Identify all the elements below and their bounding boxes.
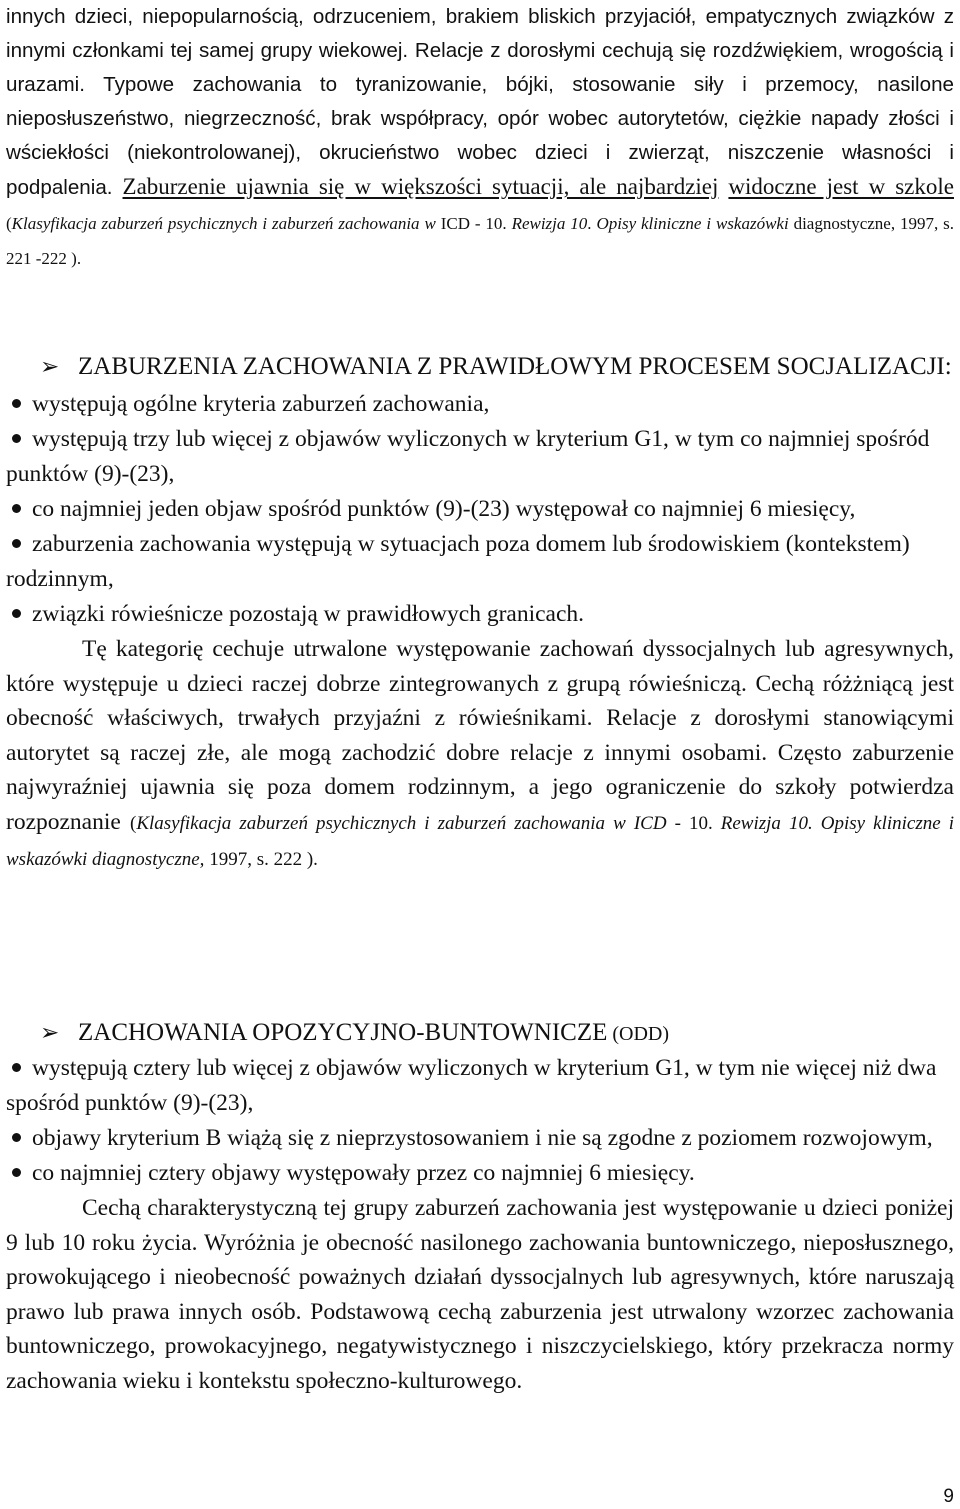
intro-citation: (Klasyfikacja zaburzeń psychicznych i zaburzeń zachowania w ICD - 10. Rewizja 10. Opisy kliniczne i wskazówki diagnostyczne, 1997, s. 221 -222 ). xyxy=(6,214,954,268)
list-item: zaburzenia zachowania występują w sytuacjach poza domem lub środowiskiem (kontekstem) rodzinnym, xyxy=(6,531,910,592)
arrow-bullet-icon: ➢ xyxy=(40,354,60,379)
section-oppositional-defiant xyxy=(6,1016,954,1398)
bullet-dot-icon xyxy=(12,1063,21,1072)
bullet-dot-icon xyxy=(12,1168,21,1177)
list-item: występują cztery lub więcej z objawów wyliczonych w kryterium G1, w tym nie więcej niż dwa spośród punktów (9)-(23), xyxy=(6,1055,937,1116)
section-paragraph: Cechą charakterystyczną tej grupy zaburzeń zachowania jest występowanie u dzieci poniżej 9 lub 10 roku życia. Wyróżnia je obecność nasilonego zachowania buntowniczego, nieposłusznego, prowokującego i nieobecność poważnych działań dyssocjalnych lub agresywnych, które naruszają prawo lub prawa innych osób. Podstawową cechą zaburzenia jest utrwalony wzorzec zachowania buntowniczego, prowokacyjnego, negatywistycznego i niszczycielskiego, który przekracza normy zachowania wieku i kontekstu społeczno-kulturowego. xyxy=(6,1195,954,1394)
arrow-bullet-icon: ➢ xyxy=(40,1020,60,1045)
intro-paragraph xyxy=(6,0,954,276)
list-item: co najmniej cztery objawy występowały przez co najmniej 6 miesięcy. xyxy=(6,1156,954,1191)
section-paragraph: Tę kategorię cechuje utrwalone występowanie zachowań dyssocjalnych lub agresywnych, które występuje u dzieci raczej dobrze zintegrowanych z grupą rówieśniczą. Cechą różżniącą jest obecność właściwych, trwałych przyjaźni z rówieśnikami. Relacje z dorosłymi stanowiącymi autorytet są raczej złe, ale mogą zachodzić dobre relacje z innymi osobami. Często zaburzenie najwyraźniej ujawnia się poza domem rodzinnym, a jego ograniczenie do szkoły potwierdza rozpoznanie (Klasyfikacja zaburzeń psychicznych i zaburzeń zachowania w ICD - 10. Rewizja 10. Opisy kliniczne i wskazówki diagnostyczne, 1997, s. 222 ). xyxy=(6,636,954,870)
intro-underlined-2: widoczne jest w szkole xyxy=(728,174,954,199)
bullet-dot-icon xyxy=(12,434,21,443)
list-item: co najmniej jeden objaw spośród punktów (9)-(23) występował co najmniej 6 miesięcy, xyxy=(6,492,954,527)
intro-underlined-1: Zaburzenie ujawnia się w większości sytuacji, ale najbardziej xyxy=(122,174,719,199)
bullet-dot-icon xyxy=(12,504,21,513)
list-item: związki rówieśnicze pozostają w prawidłowych granicach. xyxy=(6,597,954,632)
page-number: 9 xyxy=(943,1486,954,1507)
section-heading: ➢ ZACHOWANIA OPOZYCYJNO-BUNTOWNICZE (ODD) xyxy=(6,1016,954,1051)
bullet-dot-icon xyxy=(12,399,21,408)
bullet-dot-icon xyxy=(12,1133,21,1142)
list-item: objawy kryterium B wiążą się z nieprzystosowaniem i nie są zgodne z poziomem rozwojowym, xyxy=(6,1121,954,1156)
section-citation: (Klasyfikacja zaburzeń psychicznych i zaburzeń zachowania w ICD - 10. Rewizja 10. Opisy kliniczne i wskazówki diagnostyczne, 1997, s. 222 ). xyxy=(6,812,954,870)
bullet-dot-icon xyxy=(12,609,21,618)
criteria-list xyxy=(6,387,954,632)
list-item: występują ogólne kryteria zaburzeń zachowania, xyxy=(6,387,954,422)
list-item: występują trzy lub więcej z objawów wyliczonych w kryterium G1, w tym co najmniej spośród punktów (9)-(23), xyxy=(6,426,930,487)
bullet-dot-icon xyxy=(12,539,21,548)
section-socialized-conduct-disorder xyxy=(6,350,954,878)
criteria-list xyxy=(6,1051,954,1191)
intro-text: innych dzieci, niepopularnością, odrzuceniem, brakiem bliskich przyjaciół, empatycznych związków z innymi członkami tej samej grupy wiekowej. Relacje z dorosłymi cechują się rozdźwiękiem, wrogością i urazami. Typowe zachowania to tyranizowanie, bójki, stosowanie siły i przemocy, nasilone nieposłuszeństwo, niegrzeczność, brak współpracy, opór wobec autorytetów, ciężkie napady złości i wściekłości (niekontrolowanej), okrucieństwo wobec dzieci i zwierząt, niszczenie własności i podpalenia. xyxy=(6,5,954,199)
section-heading: ➢ ZABURZENIA ZACHOWANIA Z PRAWIDŁOWYM PROCESEM SOCJALIZACJI: xyxy=(6,350,954,383)
